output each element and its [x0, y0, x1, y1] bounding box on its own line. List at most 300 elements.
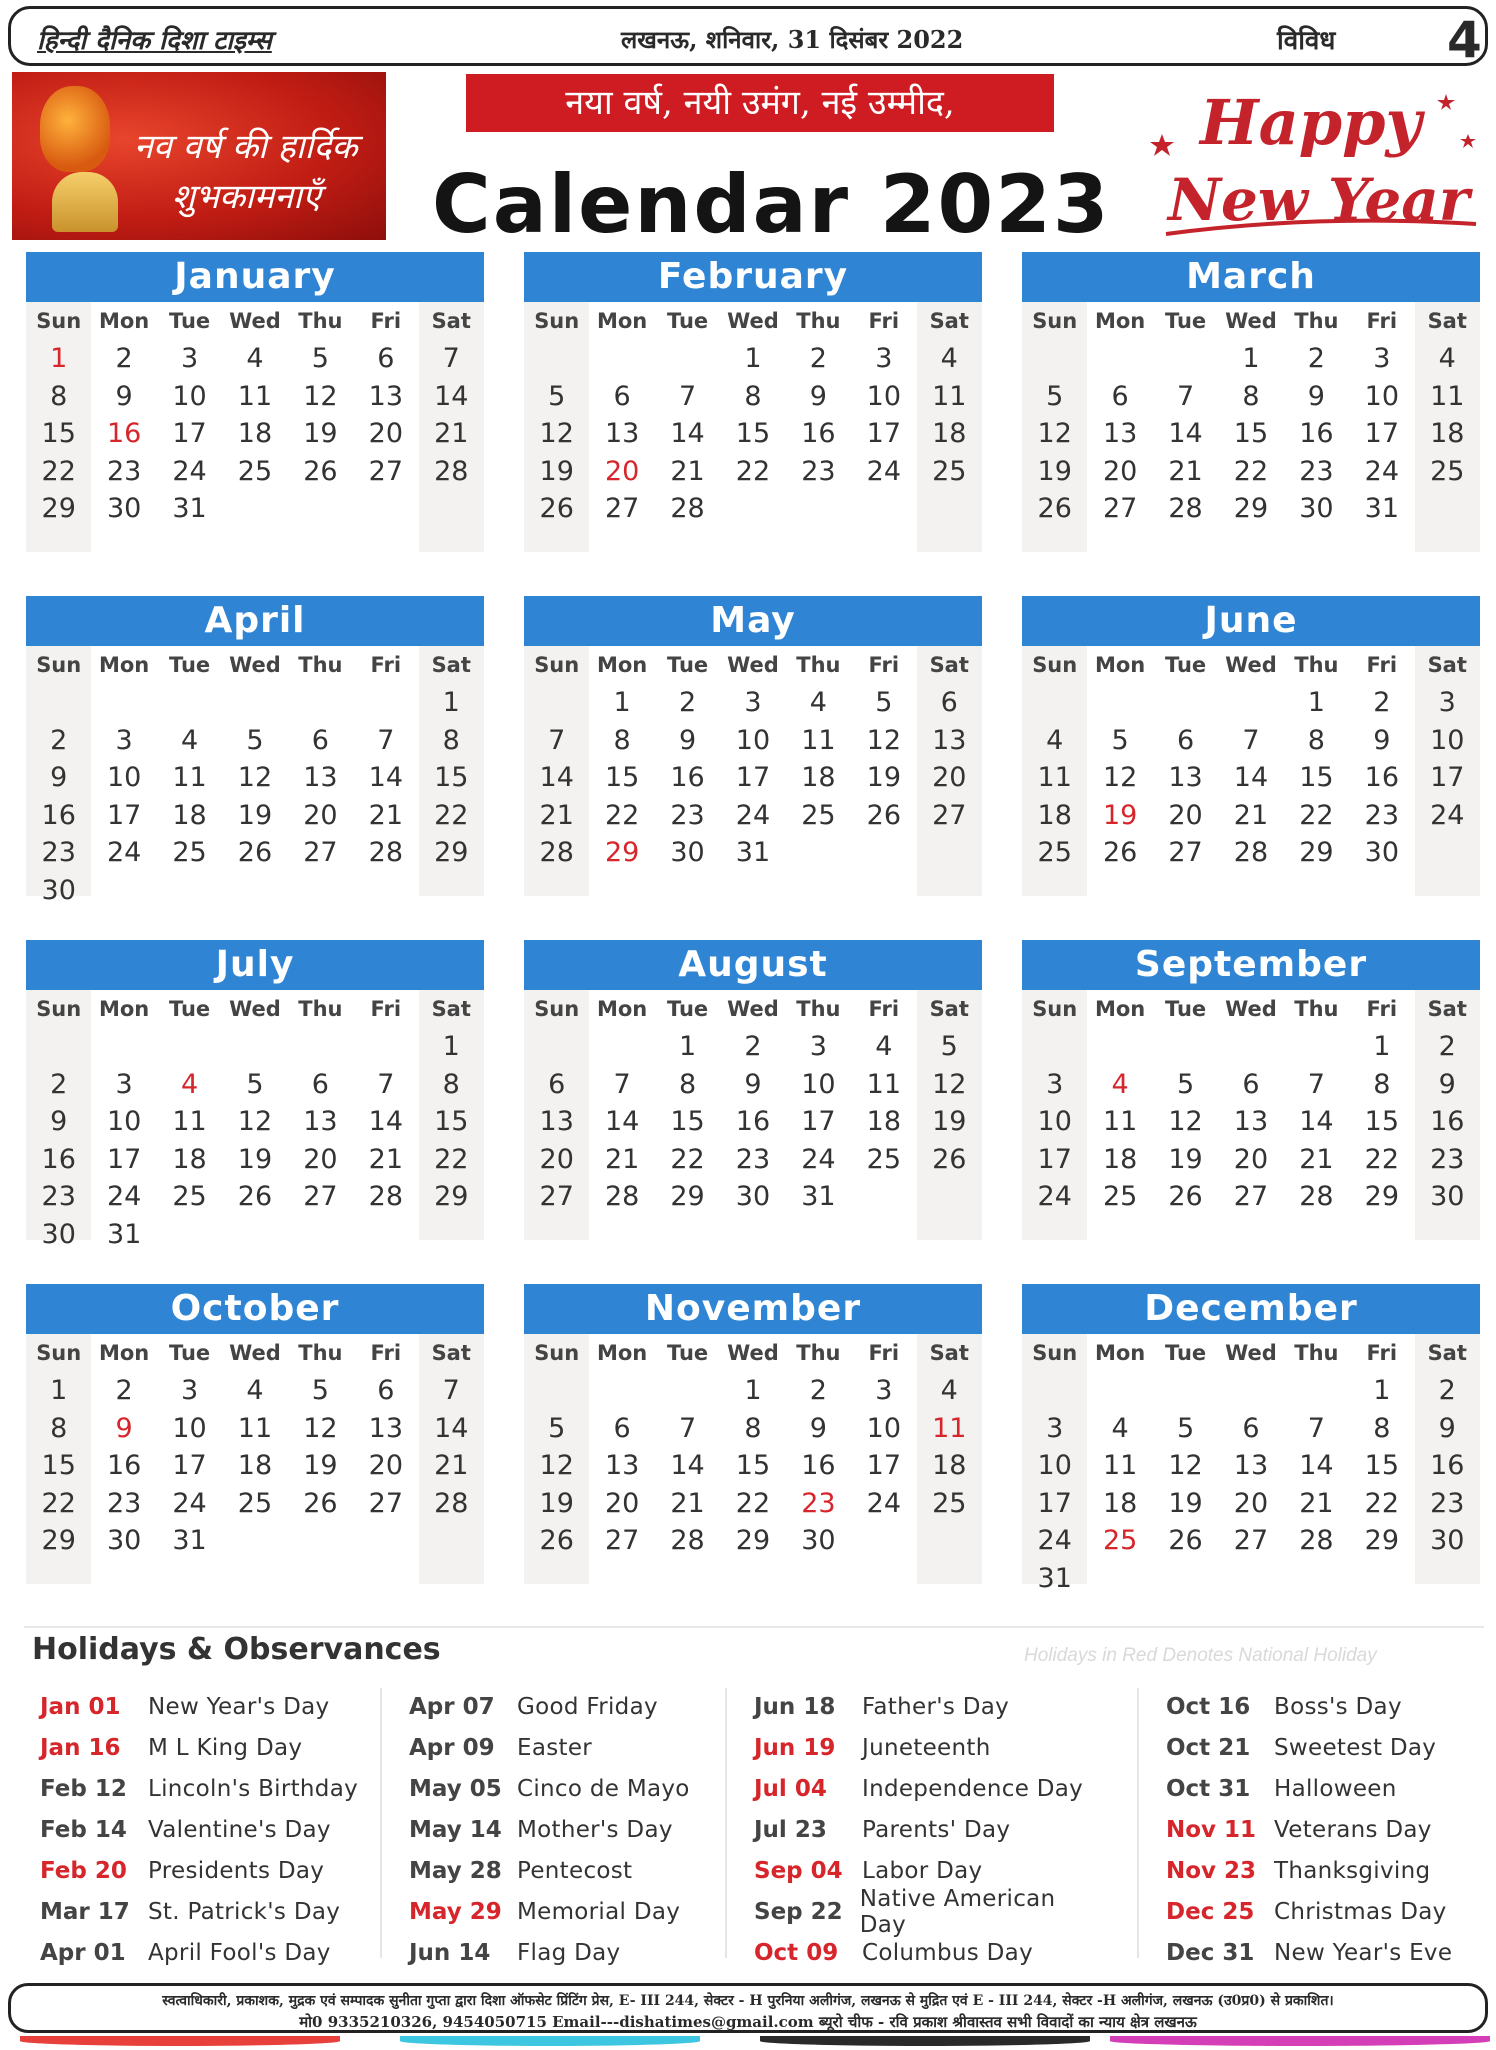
day-cell: 11 [1430, 380, 1465, 412]
day-cell: 30 [41, 1218, 76, 1250]
day-cell: 29 [1364, 1525, 1399, 1556]
day-cell: 19 [932, 1106, 967, 1137]
day-cell: 22 [41, 455, 76, 487]
day-cell: 3 [1046, 1068, 1064, 1100]
day-cell: 24 [1430, 799, 1465, 831]
empty-day-cell [1284, 1372, 1349, 1410]
day-cell: 8 [678, 1068, 697, 1100]
holiday-date: May 29 [409, 1898, 502, 1925]
holiday-date: Jun 19 [754, 1734, 836, 1761]
day-cell: 18 [932, 418, 967, 449]
day-cell: 17 [1364, 418, 1399, 449]
day-cell: 15 [41, 418, 76, 449]
holiday-name: Lincoln's Birthday [148, 1775, 359, 1802]
day-cell: 19 [866, 762, 901, 793]
day-cell: 23 [1299, 455, 1334, 487]
weekday-label: Tue [666, 1341, 709, 1365]
day-cell: 6 [1242, 1412, 1260, 1444]
holidays-column [1166, 1686, 1496, 1973]
empty-day-cell [1022, 1372, 1087, 1410]
empty-day-cell [589, 1372, 654, 1410]
day-cell: 12 [1102, 762, 1138, 793]
day-cell: 25 [1037, 837, 1072, 868]
day-cell: 27 [604, 493, 640, 524]
weekday-label: Sat [929, 1341, 969, 1365]
weekday-label: Tue [1164, 1341, 1207, 1365]
holiday-date: Oct 21 [1166, 1734, 1251, 1761]
day-cell: 3 [1373, 343, 1391, 374]
weekday-label: Fri [1366, 653, 1398, 677]
calendar-title: Calendar 2023 [432, 158, 1111, 251]
day-cell: 4 [246, 1375, 264, 1406]
holiday-row [40, 1727, 390, 1768]
hny-line-2: New Year [1168, 166, 1470, 234]
masthead [8, 6, 1488, 69]
day-cell: 17 [106, 1143, 142, 1175]
day-cell: 22 [1364, 1487, 1399, 1519]
day-cell: 7 [377, 724, 395, 756]
day-cell: 3 [115, 1068, 133, 1100]
holiday-name: Presidents Day [148, 1857, 325, 1884]
day-cell: 28 [539, 837, 574, 868]
holiday-row [754, 1809, 1104, 1850]
day-cell: 23 [801, 455, 836, 487]
weekday-label: Tue [666, 997, 709, 1021]
weekday-label: Thu [1294, 997, 1339, 1021]
day-cell: 7 [548, 724, 566, 756]
day-cell: 14 [434, 1412, 469, 1444]
day-cell: 14 [1233, 762, 1269, 793]
holiday-row [40, 1768, 390, 1809]
day-cell: 20 [303, 1143, 338, 1175]
day-cell: 6 [1176, 724, 1195, 756]
holiday-date: Jan 16 [40, 1734, 121, 1761]
day-cell: 3 [1046, 1412, 1064, 1444]
day-cell: 19 [237, 799, 273, 831]
day-cell: 21 [1299, 1143, 1334, 1175]
day-cell: 5 [548, 1412, 566, 1444]
empty-day-cell [91, 684, 156, 722]
day-cell: 7 [1307, 1068, 1325, 1100]
holiday-name: Labor Day [862, 1857, 983, 1884]
day-cell: 21 [368, 1143, 403, 1175]
empty-day-cell [524, 1028, 589, 1066]
month-name: January [26, 252, 484, 302]
month-days [524, 646, 982, 872]
day-cell: 30 [1364, 837, 1399, 868]
holiday-name: Good Friday [517, 1693, 658, 1720]
day-cell: 5 [548, 380, 566, 412]
day-cell: 8 [50, 380, 68, 412]
lantern-icon [40, 86, 110, 172]
empty-day-cell [1218, 1372, 1283, 1410]
day-cell: 7 [442, 1375, 460, 1406]
day-cell: 12 [539, 418, 574, 449]
hny-line-1: Happy [1200, 86, 1422, 159]
day-cell: 5 [875, 687, 893, 718]
day-cell: 28 [368, 837, 403, 868]
day-cell: 21 [670, 455, 705, 487]
month-days [26, 990, 484, 1253]
holiday-row [409, 1809, 759, 1850]
day-cell: 17 [735, 762, 771, 793]
footer-stripe [1110, 2036, 1490, 2046]
month-days [1022, 302, 1480, 528]
day-cell: 2 [115, 1375, 133, 1406]
holiday-date: Dec 25 [1166, 1898, 1255, 1925]
day-cell: 20 [1102, 455, 1138, 487]
greeting-banner [12, 72, 386, 240]
day-cell: 26 [1168, 1181, 1203, 1212]
day-cell: 1 [744, 1375, 762, 1406]
day-cell: 26 [932, 1143, 967, 1175]
holidays-column-divider [1137, 1688, 1139, 1958]
day-cell: 1 [613, 687, 631, 718]
holiday-row [40, 1809, 390, 1850]
day-cell: 19 [539, 455, 574, 487]
day-cell: 28 [670, 493, 705, 524]
day-cell: 18 [866, 1106, 901, 1137]
holiday-date: Feb 14 [40, 1816, 127, 1843]
holidays-column [754, 1686, 1104, 1973]
day-cell: 5 [311, 1375, 329, 1406]
holiday-name: Native American Day [859, 1885, 1056, 1938]
holiday-row [409, 1686, 759, 1727]
weekday-label: Tue [1164, 997, 1207, 1021]
greeting-line-2: शुभकामनाएँ [172, 177, 321, 217]
day-cell: 5 [311, 343, 329, 374]
day-cell: 20 [303, 799, 338, 831]
holiday-name: Pentecost [517, 1857, 633, 1884]
month-days [26, 302, 484, 528]
day-cell: 25 [932, 455, 967, 487]
day-cell: 7 [678, 380, 697, 412]
month-august [524, 940, 982, 1240]
empty-day-cell [353, 1028, 418, 1066]
day-cell: 18 [172, 799, 207, 831]
weekday-label: Wed [229, 1341, 281, 1365]
day-cell: 10 [106, 762, 142, 793]
month-days [26, 646, 484, 909]
day-cell: 4 [1046, 724, 1064, 756]
day-cell: 24 [866, 455, 901, 487]
holiday-date: May 05 [409, 1775, 502, 1802]
weekday-label: Sun [534, 309, 580, 333]
day-cell: 9 [115, 380, 133, 412]
month-days [1022, 646, 1480, 872]
holiday-date: Jan 01 [40, 1693, 121, 1720]
day-cell: 25 [172, 837, 207, 868]
holiday-date: Sep 04 [754, 1857, 843, 1884]
day-cell: 2 [50, 1068, 68, 1100]
weekday-label: Fri [370, 653, 402, 677]
weekday-label: Sun [1032, 309, 1078, 333]
holiday-name: Cinco de Mayo [517, 1775, 690, 1802]
day-cell: 15 [735, 1450, 771, 1481]
day-cell: 10 [1037, 1450, 1072, 1481]
day-cell: 18 [1037, 799, 1072, 831]
day-cell: 21 [1233, 799, 1269, 831]
day-cell: 4 [1111, 1412, 1129, 1444]
month-days [524, 990, 982, 1216]
weekday-label: Sun [36, 309, 82, 333]
day-cell: 22 [1233, 455, 1269, 487]
weekday-label: Sat [1427, 309, 1467, 333]
day-cell: 14 [670, 1450, 705, 1481]
day-cell: 27 [303, 1181, 338, 1212]
day-cell: 3 [744, 687, 762, 718]
month-may [524, 596, 982, 896]
day-cell: 22 [1364, 1143, 1399, 1175]
day-cell: 16 [670, 762, 705, 793]
day-cell: 24 [172, 1487, 207, 1519]
day-cell: 8 [744, 380, 762, 412]
day-cell: 29 [41, 1525, 76, 1556]
day-cell: 13 [1233, 1450, 1269, 1481]
day-cell: 10 [1364, 380, 1399, 412]
day-cell: 10 [106, 1106, 142, 1137]
weekday-label: Sat [929, 309, 969, 333]
holiday-name: Christmas Day [1274, 1898, 1447, 1925]
day-cell: 22 [434, 799, 469, 831]
imprint-footer [8, 1983, 1488, 2033]
day-cell: 24 [106, 837, 142, 868]
day-cell: 20 [1233, 1487, 1269, 1519]
day-cell: 11 [237, 1412, 273, 1444]
day-cell: 23 [41, 1181, 76, 1212]
empty-day-cell [26, 684, 91, 722]
day-cell: 11 [172, 762, 207, 793]
page-number: 4 [1447, 11, 1482, 69]
day-cell: 3 [115, 724, 133, 756]
weekday-label: Mon [1094, 997, 1146, 1021]
day-cell: 17 [801, 1106, 836, 1137]
day-cell: 31 [1037, 1562, 1072, 1594]
day-cell: 17 [1037, 1487, 1072, 1519]
day-cell: 29 [434, 837, 469, 868]
day-cell: 6 [377, 343, 395, 374]
day-cell: 12 [539, 1450, 574, 1481]
day-cell: 29 [434, 1181, 469, 1212]
day-cell: 16 [41, 799, 76, 831]
day-cell: 1 [1307, 687, 1325, 718]
weekday-label: Wed [1225, 1341, 1277, 1365]
day-cell: 22 [41, 1487, 76, 1519]
day-cell: 17 [106, 799, 142, 831]
weekday-label: Mon [98, 653, 150, 677]
weekday-label: Sat [1427, 653, 1467, 677]
month-name: December [1022, 1284, 1480, 1334]
day-cell: 5 [246, 724, 264, 756]
weekday-label: Tue [168, 1341, 211, 1365]
day-cell: 15 [1364, 1450, 1399, 1481]
weekday-label: Tue [1164, 653, 1207, 677]
weekday-label: Fri [868, 997, 900, 1021]
day-cell: 27 [539, 1181, 574, 1212]
holiday-row [754, 1727, 1104, 1768]
day-cell: 31 [172, 493, 207, 524]
day-cell: 9 [50, 762, 68, 793]
weekday-label: Fri [868, 309, 900, 333]
weekday-label: Fri [868, 653, 900, 677]
day-cell: 27 [368, 455, 403, 487]
day-cell: 21 [1168, 455, 1203, 487]
weekday-label: Thu [1294, 653, 1339, 677]
holidays-title: Holidays & Observances [32, 1632, 441, 1667]
day-cell: 24 [1037, 1525, 1072, 1556]
day-cell: 11 [932, 380, 967, 412]
holiday-row [1166, 1891, 1496, 1932]
day-cell: 26 [1037, 493, 1072, 524]
day-cell: 24 [172, 455, 207, 487]
day-cell: 20 [1168, 799, 1203, 831]
new-year-ribbon: नया वर्ष, नयी उमंग, नई उम्मीद, [466, 74, 1054, 132]
holiday-date: May 14 [409, 1816, 502, 1843]
month-days [524, 302, 982, 528]
day-cell: 31 [106, 1218, 142, 1250]
weekday-label: Sun [534, 997, 580, 1021]
holiday-date: Oct 31 [1166, 1775, 1251, 1802]
day-cell: 28 [1299, 1181, 1334, 1212]
holiday-date: Apr 01 [40, 1939, 126, 1966]
weekday-label: Tue [168, 653, 211, 677]
day-cell: 27 [1233, 1525, 1269, 1556]
day-cell: 25 [237, 1487, 273, 1519]
day-cell: 19 [1037, 455, 1072, 487]
day-cell: 16 [1430, 1106, 1465, 1137]
day-cell: 10 [172, 1412, 207, 1444]
day-cell: 9 [1438, 1412, 1456, 1444]
empty-day-cell [1087, 1372, 1152, 1410]
day-cell: 25 [1430, 455, 1465, 487]
happy-new-year-logo [1146, 74, 1490, 244]
month-name: May [524, 596, 982, 646]
holiday-day-cell: 25 [1102, 1525, 1138, 1556]
day-cell: 9 [1438, 1068, 1456, 1100]
holiday-date: Jul 04 [754, 1775, 827, 1802]
day-cell: 14 [368, 1106, 403, 1137]
day-cell: 29 [1233, 493, 1269, 524]
section-name: विविध [1277, 26, 1336, 56]
day-cell: 28 [604, 1181, 640, 1212]
empty-day-cell [26, 1028, 91, 1066]
day-cell: 26 [539, 1525, 574, 1556]
day-cell: 20 [932, 762, 967, 793]
day-cell: 5 [940, 1031, 958, 1062]
day-cell: 30 [106, 493, 142, 524]
month-name: November [524, 1284, 982, 1334]
day-cell: 14 [670, 418, 705, 449]
day-cell: 2 [744, 1031, 762, 1062]
day-cell: 8 [1373, 1412, 1391, 1444]
day-cell: 26 [866, 799, 901, 831]
day-cell: 2 [1373, 687, 1391, 718]
day-cell: 4 [246, 343, 264, 374]
month-october [26, 1284, 484, 1584]
day-cell: 16 [1299, 418, 1334, 449]
weekday-label: Mon [1094, 1341, 1146, 1365]
month-january [26, 252, 484, 552]
day-cell: 20 [368, 418, 403, 449]
day-cell: 24 [106, 1181, 142, 1212]
day-cell: 2 [809, 343, 827, 374]
day-cell: 1 [1242, 343, 1260, 374]
holiday-date: Apr 07 [409, 1693, 495, 1720]
day-cell: 13 [932, 724, 967, 756]
day-cell: 28 [1168, 493, 1203, 524]
day-cell: 13 [1168, 762, 1203, 793]
holiday-name: New Year's Eve [1274, 1939, 1453, 1966]
day-cell: 26 [237, 1181, 273, 1212]
day-cell: 2 [115, 343, 133, 374]
holiday-name: Thanksgiving [1274, 1857, 1431, 1884]
day-cell: 21 [604, 1143, 640, 1175]
holiday-name: Boss's Day [1274, 1693, 1402, 1720]
day-cell: 17 [866, 418, 901, 449]
day-cell: 1 [50, 1375, 68, 1406]
day-cell: 2 [1438, 1375, 1456, 1406]
month-name: July [26, 940, 484, 990]
day-cell: 21 [434, 418, 469, 449]
empty-day-cell [1022, 1028, 1087, 1066]
month-days [524, 1334, 982, 1560]
holiday-row [409, 1891, 759, 1932]
holiday-row [40, 1932, 390, 1973]
day-cell: 13 [604, 1450, 640, 1481]
holidays-separator [24, 1626, 1484, 1628]
weekday-label: Wed [727, 1341, 779, 1365]
holiday-date: Jun 18 [754, 1693, 836, 1720]
weekday-label: Tue [666, 309, 709, 333]
day-cell: 21 [539, 799, 574, 831]
weekday-label: Mon [596, 653, 648, 677]
holiday-day-cell: 16 [106, 418, 142, 449]
holiday-name: April Fool's Day [148, 1939, 331, 1966]
footer-stripe [20, 2036, 340, 2046]
day-cell: 15 [735, 418, 771, 449]
day-cell: 12 [866, 724, 901, 756]
day-cell: 22 [604, 799, 640, 831]
day-cell: 6 [548, 1068, 566, 1100]
weekday-label: Wed [727, 997, 779, 1021]
empty-day-cell [157, 684, 222, 722]
weekday-label: Wed [727, 309, 779, 333]
day-cell: 26 [1168, 1525, 1203, 1556]
day-cell: 5 [1176, 1412, 1195, 1444]
day-cell: 4 [1438, 343, 1456, 374]
day-cell: 5 [1046, 380, 1064, 412]
day-cell: 10 [735, 724, 771, 756]
holiday-name: Sweetest Day [1274, 1734, 1437, 1761]
day-cell: 4 [809, 687, 827, 718]
day-cell: 20 [1233, 1143, 1269, 1175]
day-cell: 25 [1102, 1181, 1138, 1212]
holiday-name: New Year's Day [148, 1693, 330, 1720]
day-cell: 25 [866, 1143, 901, 1175]
empty-day-cell [1153, 1372, 1218, 1410]
day-cell: 28 [1299, 1525, 1334, 1556]
day-cell: 9 [1307, 380, 1325, 412]
day-cell: 18 [1102, 1487, 1138, 1519]
holiday-date: Oct 09 [754, 1939, 839, 1966]
empty-day-cell [1153, 684, 1218, 722]
day-cell: 9 [50, 1106, 68, 1137]
holidays-note: Holidays in Red Denotes National Holiday [1024, 1645, 1377, 1666]
day-cell: 19 [303, 418, 338, 449]
day-cell: 12 [932, 1068, 967, 1100]
day-cell: 11 [1037, 762, 1072, 793]
weekday-label: Sat [431, 309, 471, 333]
